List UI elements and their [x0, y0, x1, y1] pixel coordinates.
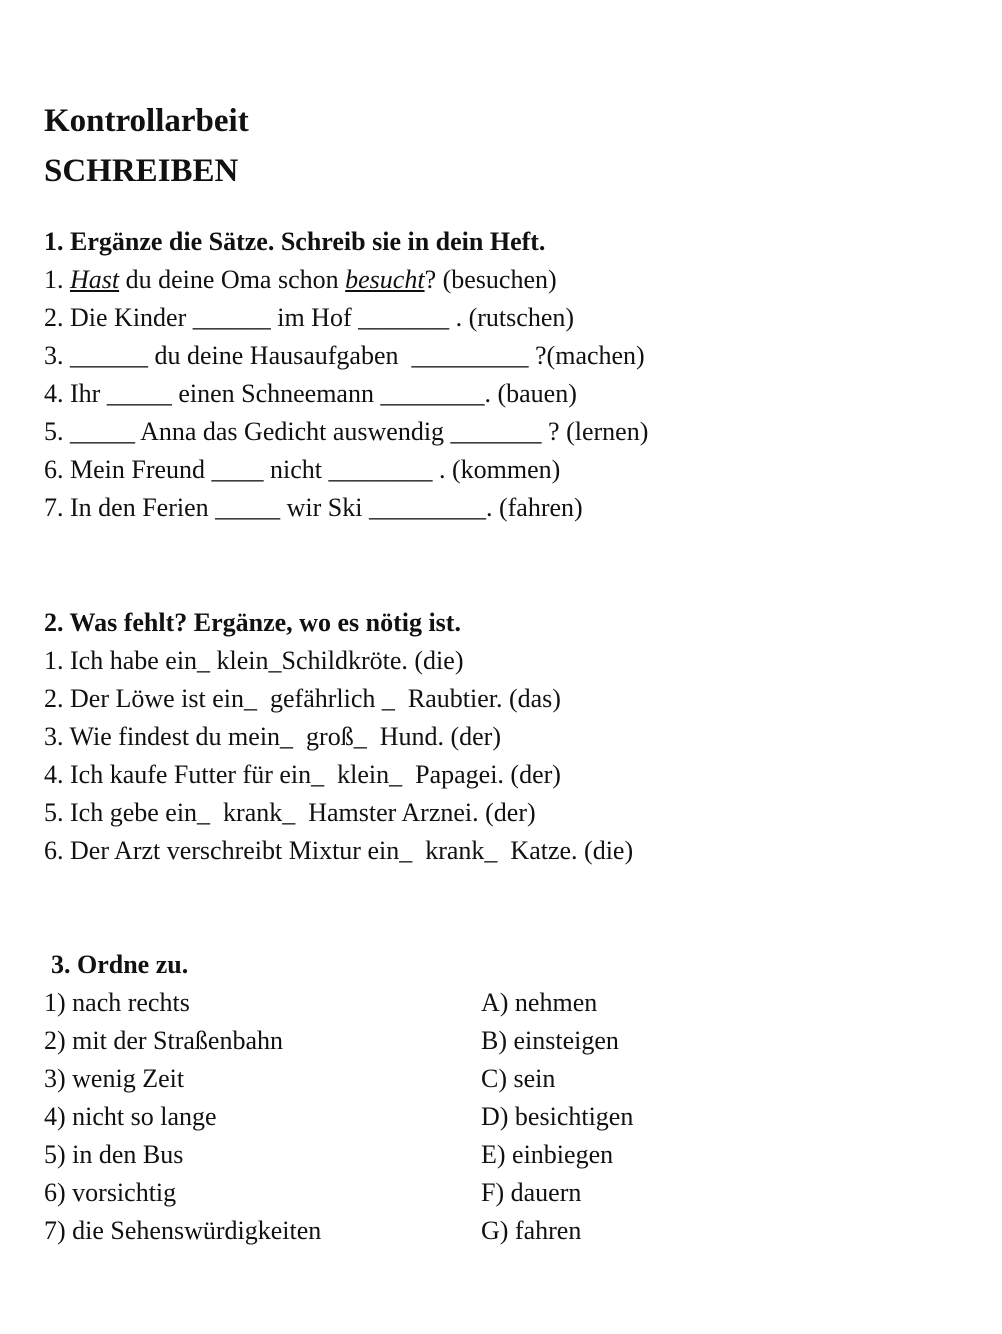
section-2	[44, 604, 633, 870]
section-3	[44, 946, 633, 1250]
page-title: Kontrollarbeit	[44, 103, 249, 139]
match-right: E) einbiegen	[481, 1140, 614, 1169]
section-2-heading: 2. Was fehlt? Ergänze, wo es nötig ist.	[44, 608, 461, 637]
sentence-text: ? (besuchen)	[424, 265, 557, 294]
match-row	[44, 1022, 633, 1060]
match-right: A) nehmen	[481, 988, 598, 1017]
item-number: 1.	[44, 265, 70, 294]
list-item: 6. Mein Freund ____ nicht ________ . (kommen)	[44, 455, 561, 484]
sentence-text: du deine Oma schon	[119, 265, 346, 294]
list-item: 1. Ich habe ein_ klein_Schildkröte. (die)	[44, 646, 464, 675]
list-item: 4. Ich kaufe Futter für ein_ klein_ Papagei. (der)	[44, 760, 561, 789]
match-left: 7) die Sehenswürdigkeiten	[44, 1216, 322, 1245]
list-item: 3. ______ du deine Hausaufgaben _________ ?(machen)	[44, 341, 645, 370]
list-item: 2. Der Löwe ist ein_ gefährlich _ Raubtier. (das)	[44, 684, 561, 713]
list-item: 7. In den Ferien _____ wir Ski _________. (fahren)	[44, 493, 583, 522]
match-left: 3) wenig Zeit	[44, 1064, 185, 1093]
match-row	[44, 984, 633, 1022]
match-row	[44, 1098, 633, 1136]
answer-word: besucht	[345, 265, 425, 294]
match-left: 5) in den Bus	[44, 1140, 184, 1169]
match-row	[44, 1136, 633, 1174]
section-3-heading: 3. Ordne zu.	[51, 950, 189, 979]
list-item: 4. Ihr _____ einen Schneemann ________. (bauen)	[44, 379, 577, 408]
page-subtitle: SCHREIBEN	[44, 153, 239, 189]
match-left: 4) nicht so lange	[44, 1102, 217, 1131]
answer-word: Hast	[70, 265, 120, 294]
match-row	[44, 1212, 633, 1250]
list-item: 2. Die Kinder ______ im Hof _______ . (rutschen)	[44, 303, 575, 332]
list-item: 6. Der Arzt verschreibt Mixtur ein_ krank_ Katze. (die)	[44, 836, 634, 865]
match-left: 1) nach rechts	[44, 988, 190, 1017]
match-left: 6) vorsichtig	[44, 1178, 177, 1207]
list-item: 5. _____ Anna das Gedicht auswendig _______ ? (lernen)	[44, 417, 649, 446]
match-left: 2) mit der Straßenbahn	[44, 1026, 283, 1055]
match-right: F) dauern	[481, 1178, 582, 1207]
match-right: G) fahren	[481, 1216, 582, 1245]
section-1	[44, 223, 648, 527]
match-row	[44, 1060, 633, 1098]
list-item: 3. Wie findest du mein_ groß_ Hund. (der)	[44, 722, 501, 751]
list-item: 5. Ich gebe ein_ krank_ Hamster Arznei. (der)	[44, 798, 536, 827]
match-right: C) sein	[481, 1064, 556, 1093]
header	[44, 96, 249, 196]
example-sentence	[44, 261, 648, 299]
section-1-heading: 1. Ergänze die Sätze. Schreib sie in dein Heft.	[44, 227, 546, 256]
match-right: D) besichtigen	[481, 1102, 634, 1131]
match-right: B) einsteigen	[481, 1026, 619, 1055]
match-row	[44, 1174, 633, 1212]
